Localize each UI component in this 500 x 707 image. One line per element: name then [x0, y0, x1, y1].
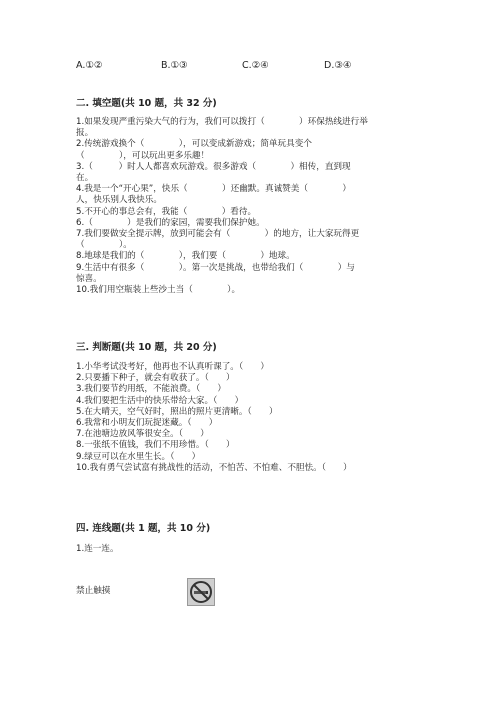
- fill-questions: [76, 117, 436, 296]
- fill-line: （ ），可以玩出更多乐趣！: [76, 150, 210, 161]
- judge-line: 10.我有勇气尝试富有挑战性的活动，不怕苦、不怕难、不胆怯。（ ）: [76, 462, 352, 473]
- fill-line: 5.不开心的事总会有，我能（ ）看待。: [76, 206, 257, 217]
- judge-line: 2.只要播下种子，就会有收获了。（ ）: [76, 373, 235, 384]
- match-left-label: 禁止触摸: [76, 586, 111, 596]
- judge-line: 5.在大晴天，空气好时，照出的照片更清晰。（ ）: [76, 406, 278, 417]
- judge-questions: [76, 362, 436, 474]
- no-smoking-sign-icon: [187, 578, 215, 606]
- option-d: D.③④: [324, 60, 352, 71]
- judge-section-title: 三. 判断题(共 10 题，共 20 分): [76, 342, 217, 353]
- fill-line: 人，快乐别人我快乐。: [76, 195, 162, 206]
- match-section-title: 四. 连线题(共 1 题，共 10 分): [76, 523, 211, 534]
- match-question: 1.连一连。: [76, 544, 119, 554]
- fill-section-title: 二. 填空题(共 10 题，共 32 分): [76, 98, 217, 109]
- fill-line: 6.（ ）是我们的家园，需要我们保护她。: [76, 217, 265, 228]
- fill-line: 报。: [76, 128, 94, 139]
- fill-line: 3.（ ）时人人都喜欢玩游戏。很多游戏（ ）相传，直到现: [76, 161, 351, 172]
- judge-line: 8.一张纸不值钱，我们不用珍惜。（ ）: [76, 440, 235, 451]
- option-a: A.①②: [76, 60, 103, 71]
- fill-line: 4.我是一个“开心果”，快乐（ ）还幽默。真诚赞美（ ）: [76, 184, 351, 195]
- option-b: B.①③: [161, 60, 188, 71]
- judge-line: 4.我们要把生活中的快乐带给大家。（ ）: [76, 395, 244, 406]
- judge-line: 1.小华考试没考好，他再也不认真听课了。（ ）: [76, 362, 269, 372]
- judge-line: 6.我常和小明友们玩捉迷藏。（ ）: [76, 418, 218, 429]
- judge-line: 3.我们要节约用纸，不能浪费。（ ）: [76, 384, 226, 395]
- fill-line: 7.我们要做安全提示牌，放到可能会有（ ）的地方，让大家玩得更: [76, 229, 360, 240]
- fill-line: 在。: [76, 173, 94, 184]
- fill-line: 2.传统游戏换个（ ），可以变成新游戏；简单玩具变个: [76, 139, 312, 150]
- judge-line: 7.在池塘边放风筝很安全。（ ）: [76, 429, 209, 440]
- fill-line: 9.生活中有很多（ ）。第一次是挑战，也带给我们（ ）与: [76, 262, 355, 273]
- fill-line: （ ）。: [76, 240, 132, 251]
- fill-line: 1.如果发现严重污染大气的行为，我们可以拨打（ ）环保热线进行举: [76, 117, 368, 127]
- fill-line: 10.我们用空瓶装上些沙土当（ ）。: [76, 285, 241, 296]
- judge-line: 9.绿豆可以在水里生长。（ ）: [76, 451, 201, 462]
- fill-line: 8.地球是我们的（ ），我们要（ ）地球。: [76, 251, 295, 262]
- fill-line: 惊喜。: [76, 273, 102, 284]
- option-c: C.②④: [242, 60, 269, 71]
